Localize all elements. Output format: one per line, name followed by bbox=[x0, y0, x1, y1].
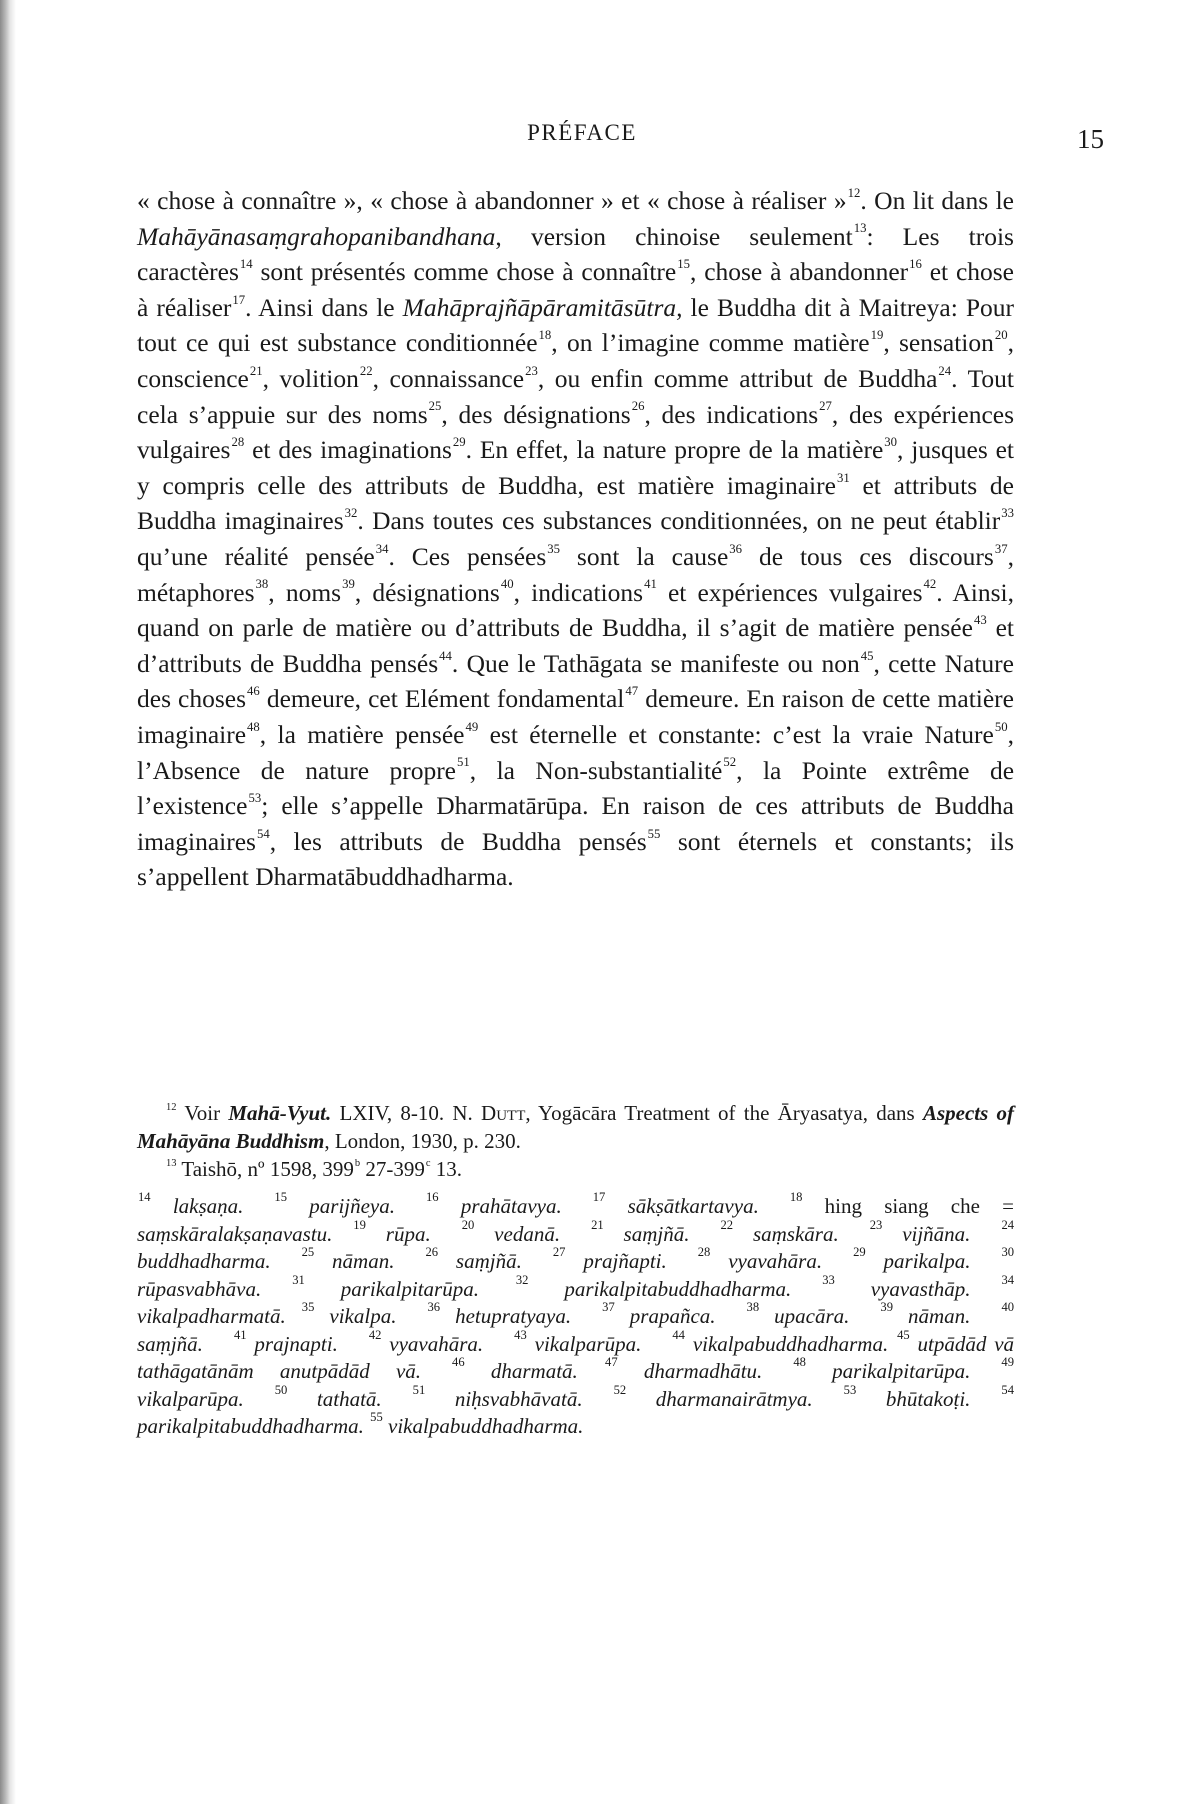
main-paragraph: « chose à connaître », « chose à abandonner » et « chose à réaliser »$^{12}$. On lit dans le Mahāyānasaṃgrahopanibandhana, version chinoise seulement$^{13}$: Les trois caractères$^{14}$ sont présentés comme chose à connaître$^{15}$, chose à abandonner$^{16}$ et chose à réaliser$^{17}$. Ainsi dans le Mahāprajñāpāramitāsūtra, le Buddha dit à Maitreya: Pour tout ce qui est substance conditionnée$^{18}$, on l’imagine comme matière$^{19}$, sensation$^{20}$, conscience$^{21}$, volition$^{22}$, connaissance$^{23}$, ou enfin comme attribut de Buddha$^{24}$. Tout cela s’appuie sur des noms$^{25}$, des désignations$^{26}$, des indications$^{27}$, des expériences vulgaires$^{28}$ et des imaginations$^{29}$. En effet, la nature propre de la matière$^{30}$, jusques et y compris celle des attributs de Buddha, est matière imaginaire$^{31}$ et attributs de Buddha imaginaires$^{32}$. Dans toutes ces substances conditionnées, on ne peut établir$^{33}$ qu’une réalité pensée$^{34}$. Ces pensées$^{35}$ sont la cause$^{36}$ de tous ces discours$^{37}$, métaphores$^{38}$, noms$^{39}$, désignations$^{40}$, indications$^{41}$ et expériences vulgaires$^{42}$. Ainsi, quand on parle de matière ou d’attributs de Buddha, il s’agit de matière pensée$^{43}$ et d’attributs de Buddha pensés$^{44}$. Que le Tathāgata se manifeste ou non$^{45}$, cette Nature des choses$^{46}$ demeure, cet Elément fondamental$^{47}$ demeure. En raison de cette matière imaginaire$^{48}$, la matière pensée$^{49}$ est éternelle et constante: c’est la vraie Nature$^{50}$, l’Absence de nature propre$^{51}$, la Non-substantialité$^{52}$, la Pointe extrême de l’existence$^{53}$; elle s’appelle Dharmatārūpa. En raison de ces attributs de Buddha imaginaires$^{54}$, les attributs de Buddha pensés$^{55}$ sont éternels et constants; ils s’appellent Dharmatābuddhadharma. bbox=[137, 185, 1015, 892]
page-header bbox=[140, 110, 1104, 160]
footnote-term-list: $^{14}$ lakṣaṇa. $^{15}$ parijñeya. $^{16}$ prahātavya. $^{17}$ sākṣātkartavya. $^{18}$ hing siang che = saṃskāralakṣaṇavastu. $^{19}$ rūpa. $^{20}$ vedanā. $^{21}$ saṃjñā. $^{22}$ saṃskāra. $^{23}$ vijñāna. $^{24}$ buddhadharma. $^{25}$ nāman. $^{26}$ saṃjñā. $^{27}$ prajñapti. $^{28}$ vyavahāra. $^{29}$ parikalpa. $^{30}$ rūpasvabhāva. $^{31}$ parikalpitarūpa. $^{32}$ parikalpitabuddhadharma. $^{33}$ vyavasthāp. $^{34}$ vikalpadharmatā. $^{35}$ vikalpa. $^{36}$ hetupratyaya. $^{37}$ prapañca. $^{38}$ upacāra. $^{39}$ nāman. $^{40}$ saṃjñā. $^{41}$ prajnapti. $^{42}$ vyavahāra. $^{43}$ vikalparūpa. $^{44}$ vikalpabuddhadharma. $^{45}$ utpādād vā tathāgatānām anutpādād vā. $^{46}$ dharmatā. $^{47}$ dharmadhātu. $^{48}$ parikalpitarūpa. $^{49}$ vikalparūpa. $^{50}$ tathatā. $^{51}$ niḥsvabhāvatā. $^{52}$ dharmanairātmya. $^{53}$ bhūtakoṭi. $^{54}$ parikalpitabuddhadharma. $^{55}$ vikalpabuddhadharma. bbox=[137, 1190, 1015, 1438]
page-number: 15 bbox=[1077, 124, 1104, 154]
running-head: PRÉFACE bbox=[527, 120, 637, 145]
main-text bbox=[137, 183, 1014, 895]
footnotes bbox=[137, 1099, 1014, 1441]
footnote-12: $^{12}$ Voir Mahā-Vyut. LXIV, 8-10. N. Dutt, Yogācāra Treatment of the Āryasatya, dans Aspects of Mahāyāna Buddhism, London, 1930, p. 230. bbox=[137, 1101, 1015, 1153]
footnote-13: $^{13}$ Taishō, nº 1598, 399$^b$ 27-399$^c$ 13. bbox=[166, 1157, 462, 1181]
book-binding-shadow bbox=[0, 0, 16, 1804]
